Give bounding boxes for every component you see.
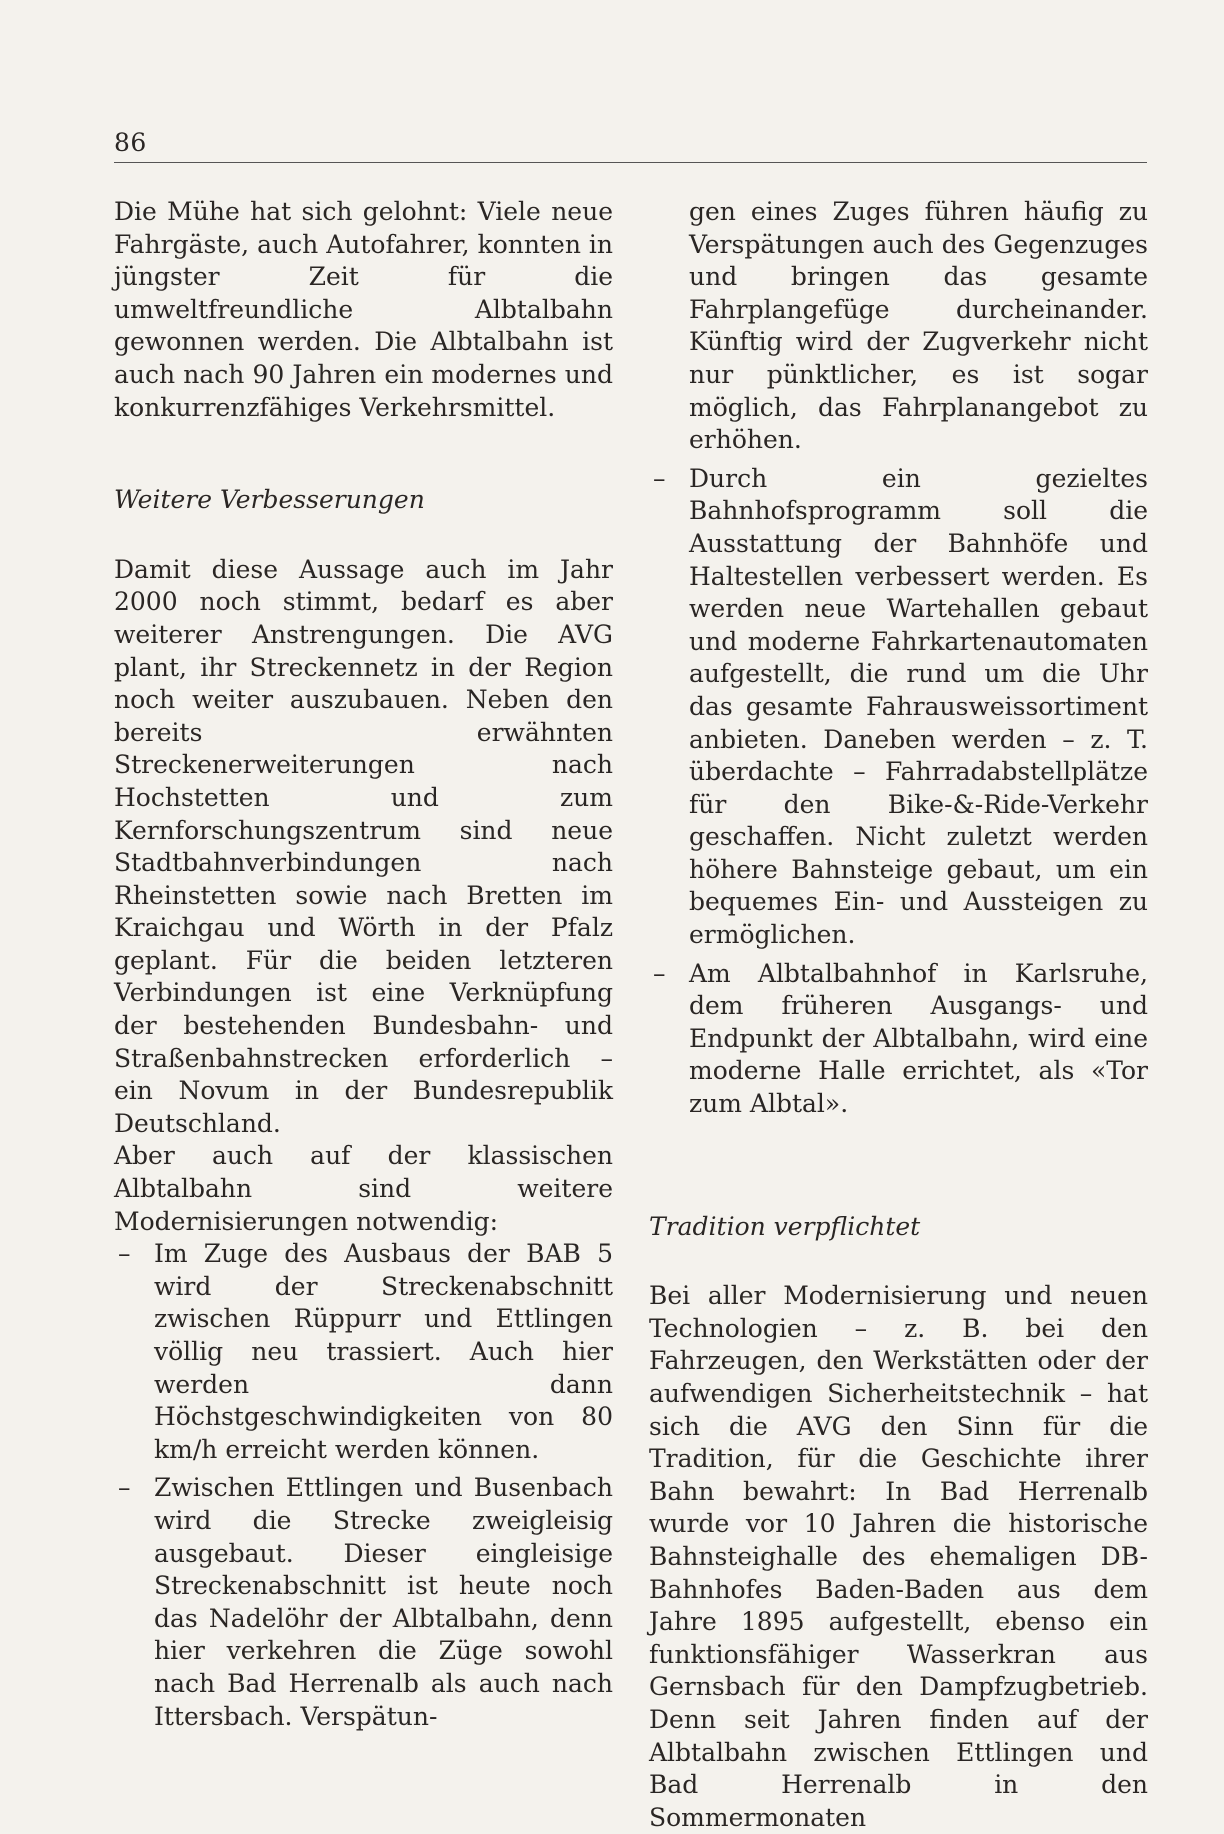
list-item: [649, 958, 1148, 1121]
section-title-tradition: Tradition verpflichtet: [649, 1211, 921, 1241]
list-item: [649, 463, 1148, 952]
dash-bullet: –: [653, 463, 666, 493]
section-title-weitere-verbesserungen: Weitere Verbesserungen: [114, 485, 425, 515]
left-column: [114, 196, 613, 1739]
dash-bullet: –: [653, 958, 666, 988]
page-number: 86: [114, 128, 147, 157]
list-item-text: Durch ein gezieltes Bahnhofsprogramm soll die Ausstattung der Bahnhöfe und Haltestellen verbessert werden. Es werden neue Wartehallen gebaut und moderne Fahrkartenautomaten aufgestellt, die rund um die Uhr das gesamte Fahrausweissortiment anbieten. Daneben werden – z. T. überdachte – Fahrradabstellplätze für den Bike-&-Ride-Verkehr geschaffen. Nicht zuletzt werden höhere Bahnsteige gebaut, um ein bequemes Ein- und Aussteigen zu ermöglichen.: [689, 463, 1148, 950]
list-item: [114, 1472, 613, 1733]
header-rule: [114, 162, 1147, 163]
modernization-list: [114, 1238, 613, 1733]
dash-bullet: –: [118, 1473, 131, 1503]
list-item-text: Im Zuge des Ausbaus der BAB 5 wird der Streckenabschnitt zwischen Rüppurr und Ettlingen völlig neu trassiert. Auch hier werden dann Höchstgeschwindigkeiten von 80 km/h erreicht werden können.: [154, 1239, 613, 1464]
station-list: [649, 463, 1148, 1121]
right-column: [649, 196, 1148, 1834]
list-item-text: Am Albtalbahnhof in Karlsruhe, dem früheren Ausgangs- und Endpunkt der Albtalbahn, wird eine moderne Halle errichtet, als «Tor zum Albtal».: [689, 958, 1148, 1119]
dash-bullet: –: [118, 1239, 131, 1269]
continuation-paragraph: gen eines Zuges führen häufig zu Verspätungen auch des Gegenzuges und bringen das gesamte Fahrplangefüge durcheinander. Künftig wird der Zugverkehr nicht nur pünktlicher, es ist sogar möglich, das Fahrplanangebot zu erhöhen.: [689, 197, 1148, 455]
paragraph-modernization: Aber auch auf der klassischen Albtalbahn sind weitere Modernisierungen notwendig:: [114, 1141, 613, 1236]
paragraph-tradition: Bei aller Modernisierung und neuen Technologien – z. B. bei den Fahrzeugen, den Werkstätten oder der aufwendigen Sicherheitstechnik – hat sich die AVG den Sinn für die Tradition, für die Geschichte ihrer Bahn bewahrt: In Bad Herrenalb wurde vor 10 Jahren die historische Bahnsteighalle des ehemaligen DB-Bahnhofes Baden-Baden aus dem Jahre 1895 aufgestellt, ebenso ein funktionsfähiger Wasserkran aus Gernsbach für den Dampfzugbetrieb. Denn seit Jahren finden auf der Albtalbahn zwischen Ettlingen und Bad Herrenalb in den Sommermonaten: [649, 1281, 1148, 1832]
intro-paragraph: Die Mühe hat sich gelohnt: Viele neue Fahrgäste, auch Autofahrer, konnten in jüngster Zeit für die umweltfreundliche Albtalbahn gewonnen werden. Die Albtalbahn ist auch nach 90 Jahren ein modernes und konkurrenzfähiges Verkehrsmittel.: [114, 197, 613, 422]
paragraph-plans: Damit diese Aussage auch im Jahr 2000 noch stimmt, bedarf es aber weiterer Anstrengungen. Die AVG plant, ihr Streckennetz in der Region noch weiter auszubauen. Neben den bereits erwähnten Streckenerweiterungen nach Hochstetten und zum Kernforschungszentrum sind neue Stadtbahnverbindungen nach Rheinstetten sowie nach Bretten im Kraichgau und Wörth in der Pfalz geplant. Für die beiden letzteren Verbindungen ist eine Verknüpfung der bestehenden Bundesbahn- und Straßenbahnstrecken erforderlich – ein Novum in der Bundesrepublik Deutschland.: [114, 554, 613, 1138]
list-item: [114, 1238, 613, 1466]
list-item-text: Zwischen Ettlingen und Busenbach wird die Strecke zweigleisig ausgebaut. Dieser eingleisige Streckenabschnitt ist heute noch das Nadelöhr der Albtalbahn, denn hier verkehren die Züge sowohl nach Bad Herrenalb als auch nach Ittersbach. Verspätun-: [154, 1473, 613, 1731]
